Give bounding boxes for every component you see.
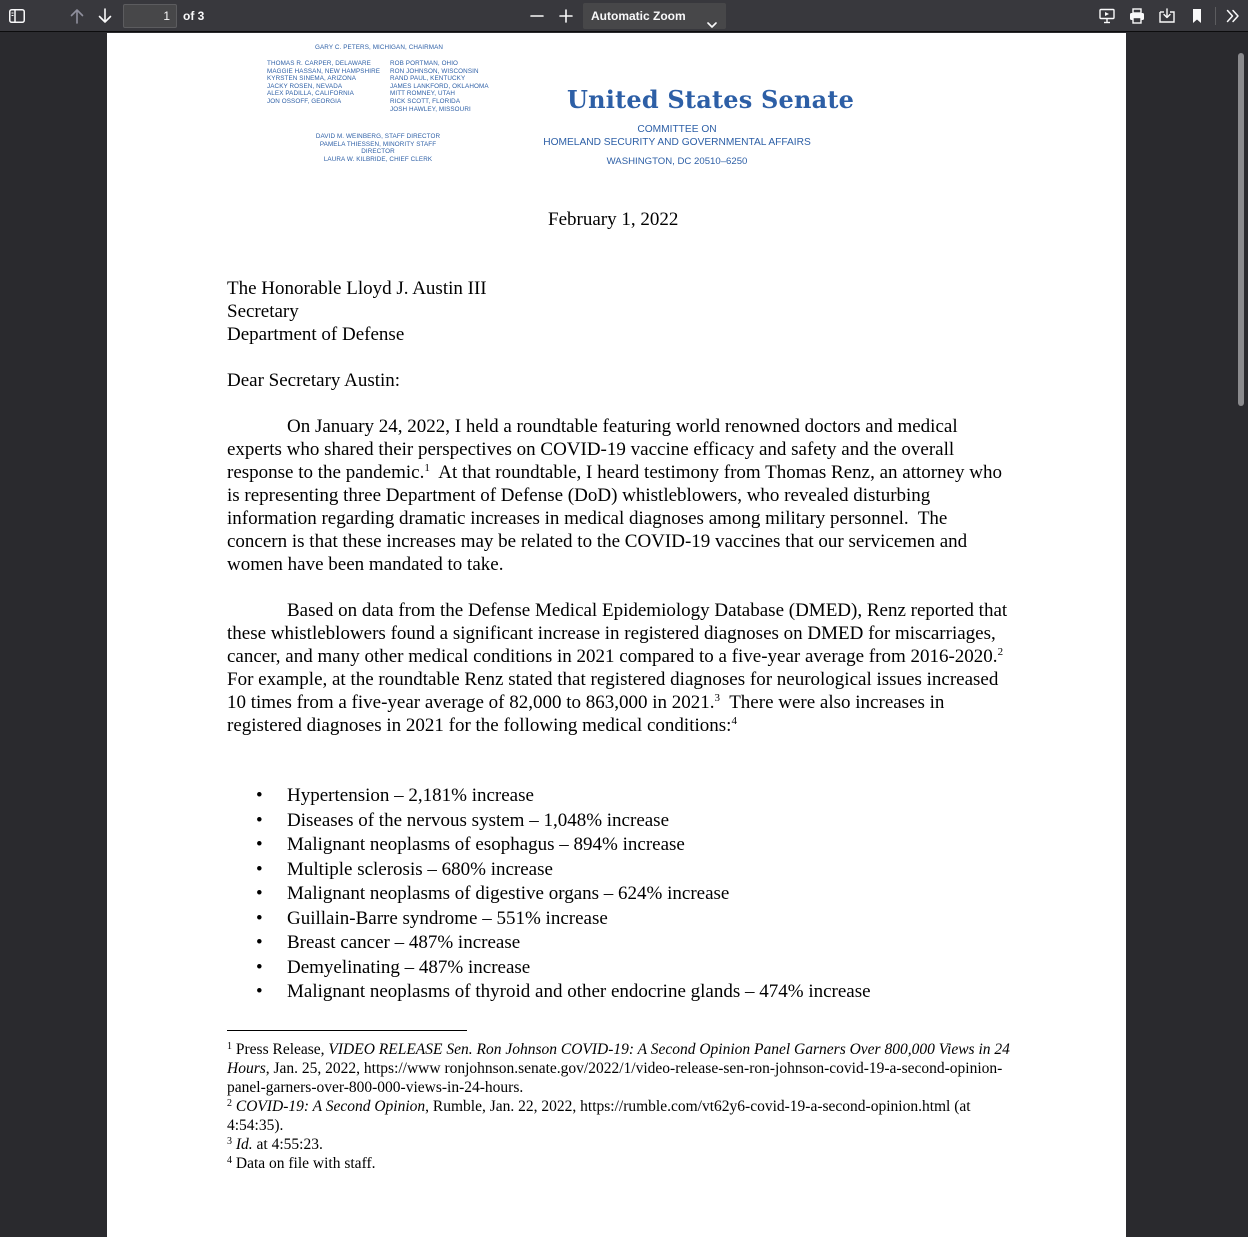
- member-name: JOSH HAWLEY, MISSOURI: [390, 105, 471, 113]
- member-name: ROB PORTMAN, OHIO: [390, 60, 459, 67]
- footnote-ref[interactable]: 1: [424, 462, 430, 474]
- footnote-link[interactable]: , Rumble, Jan. 22, 2022, https://rumble.com/vt62y6-covid-19-a-second-opinion.html (at 4:54:35).: [227, 1098, 971, 1134]
- pdf-page: [107, 33, 1126, 1237]
- footnote-title: COVID-19: A Second Opinion: [235, 1098, 426, 1115]
- committee-block: [527, 123, 827, 168]
- paragraph-text: At that roundtable, I heard testimony from Thomas Renz, an attorney who is representing three Department of Defense (DoD) whistleblowers, who revealed disturbing information regarding dramatic increases in medical diagnoses among military personnel. The concern is that these increases may be related to the COVID-19 vaccines that our servicemen and women have been mandated to take.: [227, 462, 1007, 575]
- footnote-link[interactable]: , Jan. 25, 2022, https://www ronjohnson.senate.gov/2022/1/video-release-sen-ron-johnson-covid-19-a-second-opinion-panel-garners-over-800-000-views-in-24-hours.: [227, 1060, 1003, 1096]
- staff-name: PAMELA THIESSEN, MINORITY STAFF DIRECTOR: [319, 140, 437, 156]
- letterhead-members-left: [267, 60, 380, 106]
- salutation: Dear Secretary Austin:: [227, 370, 401, 391]
- list-item: • Multiple sclerosis – 680% increase: [227, 858, 871, 883]
- toolbar-divider: [1215, 7, 1216, 25]
- list-item: • Diseases of the nervous system – 1,048% increase: [227, 809, 871, 834]
- footnote-text: Data on file with staff.: [235, 1155, 376, 1172]
- member-name: RICK SCOTT, FLORIDA: [390, 97, 461, 105]
- footnote-ref[interactable]: 2: [997, 646, 1004, 658]
- document-viewer[interactable]: [0, 33, 1248, 1237]
- bookmark-icon[interactable]: [1186, 3, 1208, 29]
- footnote-divider: [227, 1030, 467, 1031]
- list-item: • Hypertension – 2,181% increase: [227, 784, 871, 809]
- list-item: • Malignant neoplasms of esophagus – 894% increase: [227, 833, 871, 858]
- member-name: JAMES LANKFORD, OKLAHOMA: [390, 82, 489, 90]
- letterhead-staff: [303, 133, 453, 163]
- footnote-title: Id.: [235, 1136, 253, 1153]
- previous-page-icon[interactable]: [66, 3, 88, 29]
- footnote-title: VIDEO RELEASE Sen. Ron Johnson COVID-19: A Second Opinion Panel Garners Over 800,000 Views in 24 Hours: [227, 1041, 1010, 1077]
- download-icon[interactable]: [1156, 3, 1178, 29]
- list-item: • Malignant neoplasms of thyroid and other endocrine glands – 474% increase: [227, 980, 871, 1005]
- footnote-number: 1: [227, 1041, 232, 1052]
- paragraph-1: [227, 415, 1012, 576]
- zoom-select[interactable]: [583, 3, 726, 29]
- member-name: THOMAS R. CARPER, DELAWARE: [267, 60, 371, 67]
- paragraph-2: [227, 599, 1012, 737]
- committee-address: WASHINGTON, DC 20510–6250: [606, 156, 748, 167]
- footnote-4: [227, 1154, 1012, 1173]
- member-name: ALEX PADILLA, CALIFORNIA: [267, 90, 354, 98]
- sidebar-toggle-icon[interactable]: [6, 3, 28, 29]
- paragraph-text: Based on data from the Defense Medical Epidemiology Database (DMED), Renz reported that these whistleblowers found a significant increase in registered diagnoses on DMED for miscarriages, cancer, and many other medical conditions in 2021 compared to a five-year average from 2016-2020.: [227, 600, 1008, 667]
- zoom-out-icon[interactable]: [527, 3, 547, 29]
- member-name: JACKY ROSEN, NEVADA: [267, 82, 343, 90]
- addressee-block: [227, 277, 487, 346]
- senate-title: United States Senate: [567, 85, 855, 114]
- footnote-number: 4: [227, 1155, 232, 1166]
- paragraph-text: For example, at the roundtable Renz stated that registered diagnoses for neurological issues increased 10 times from a five-year average of 82,000 to 863,000 in 2021.: [227, 646, 1013, 713]
- tools-icon[interactable]: [1222, 3, 1244, 29]
- member-name: RON JOHNSON, WISCONSIN: [390, 67, 479, 75]
- zoom-select-value: Automatic Zoom: [591, 9, 686, 23]
- footnote-number: 3: [227, 1136, 232, 1147]
- list-item: • Guillain-Barre syndrome – 551% increase: [227, 907, 871, 932]
- footnote-text: at 4:55:23.: [252, 1136, 323, 1153]
- conditions-list: [227, 784, 871, 1005]
- footnote-text: Press Release,: [235, 1041, 329, 1058]
- footnotes: [227, 1040, 1012, 1173]
- addressee-line: Secretary: [227, 301, 299, 322]
- page-count-label: of 3: [183, 9, 205, 23]
- zoom-in-icon[interactable]: [556, 3, 576, 29]
- vertical-scrollbar[interactable]: [1238, 53, 1244, 406]
- print-icon[interactable]: [1126, 3, 1148, 29]
- committee-line: COMMITTEE ON: [637, 124, 717, 135]
- list-item: • Demyelinating – 487% increase: [227, 956, 871, 981]
- footnote-2: [227, 1097, 1012, 1135]
- footnote-1: [227, 1040, 1012, 1097]
- member-name: MITT ROMNEY, UTAH: [390, 90, 456, 98]
- committee-name: HOMELAND SECURITY AND GOVERNMENTAL AFFAIRS: [543, 137, 811, 148]
- footnote-ref[interactable]: 3: [714, 692, 721, 704]
- paragraph-text: On January 24, 2022, I held a roundtable featuring world renowned doctors and medical experts who shared their perspectives on COVID-19 vaccine efficacy and safety and the overall response to the pandemic.: [227, 416, 958, 483]
- addressee-line: Department of Defense: [227, 324, 405, 345]
- list-item: • Breast cancer – 487% increase: [227, 931, 871, 956]
- letterhead-members-right: [390, 60, 489, 113]
- member-name: KYRSTEN SINEMA, ARIZONA: [267, 75, 357, 83]
- footnote-number: 2: [227, 1098, 232, 1109]
- next-page-icon[interactable]: [94, 3, 116, 29]
- addressee-line: The Honorable Lloyd J. Austin III: [227, 278, 487, 299]
- page-number-input[interactable]: 1: [123, 4, 177, 28]
- staff-name: DAVID M. WEINBERG, STAFF DIRECTOR: [315, 133, 441, 140]
- member-name: MAGGIE HASSAN, NEW HAMPSHIRE: [267, 67, 381, 75]
- letterhead-chairman: GARY C. PETERS, MICHIGAN, CHAIRMAN: [315, 44, 444, 51]
- paragraph-text: There were also increases in registered diagnoses in 2021 for the following medical conditions:: [227, 692, 950, 736]
- letter-date: February 1, 2022: [548, 209, 679, 230]
- presentation-mode-icon[interactable]: [1096, 3, 1118, 29]
- member-name: JON OSSOFF, GEORGIA: [267, 97, 342, 105]
- staff-name: LAURA W. KILBRIDE, CHIEF CLERK: [323, 155, 433, 163]
- list-item: • Malignant neoplasms of digestive organs – 624% increase: [227, 882, 871, 907]
- pdf-toolbar: [0, 0, 1248, 32]
- footnote-3: [227, 1135, 1012, 1154]
- footnote-ref[interactable]: 4: [731, 715, 737, 727]
- member-name: RAND PAUL, KENTUCKY: [390, 75, 466, 83]
